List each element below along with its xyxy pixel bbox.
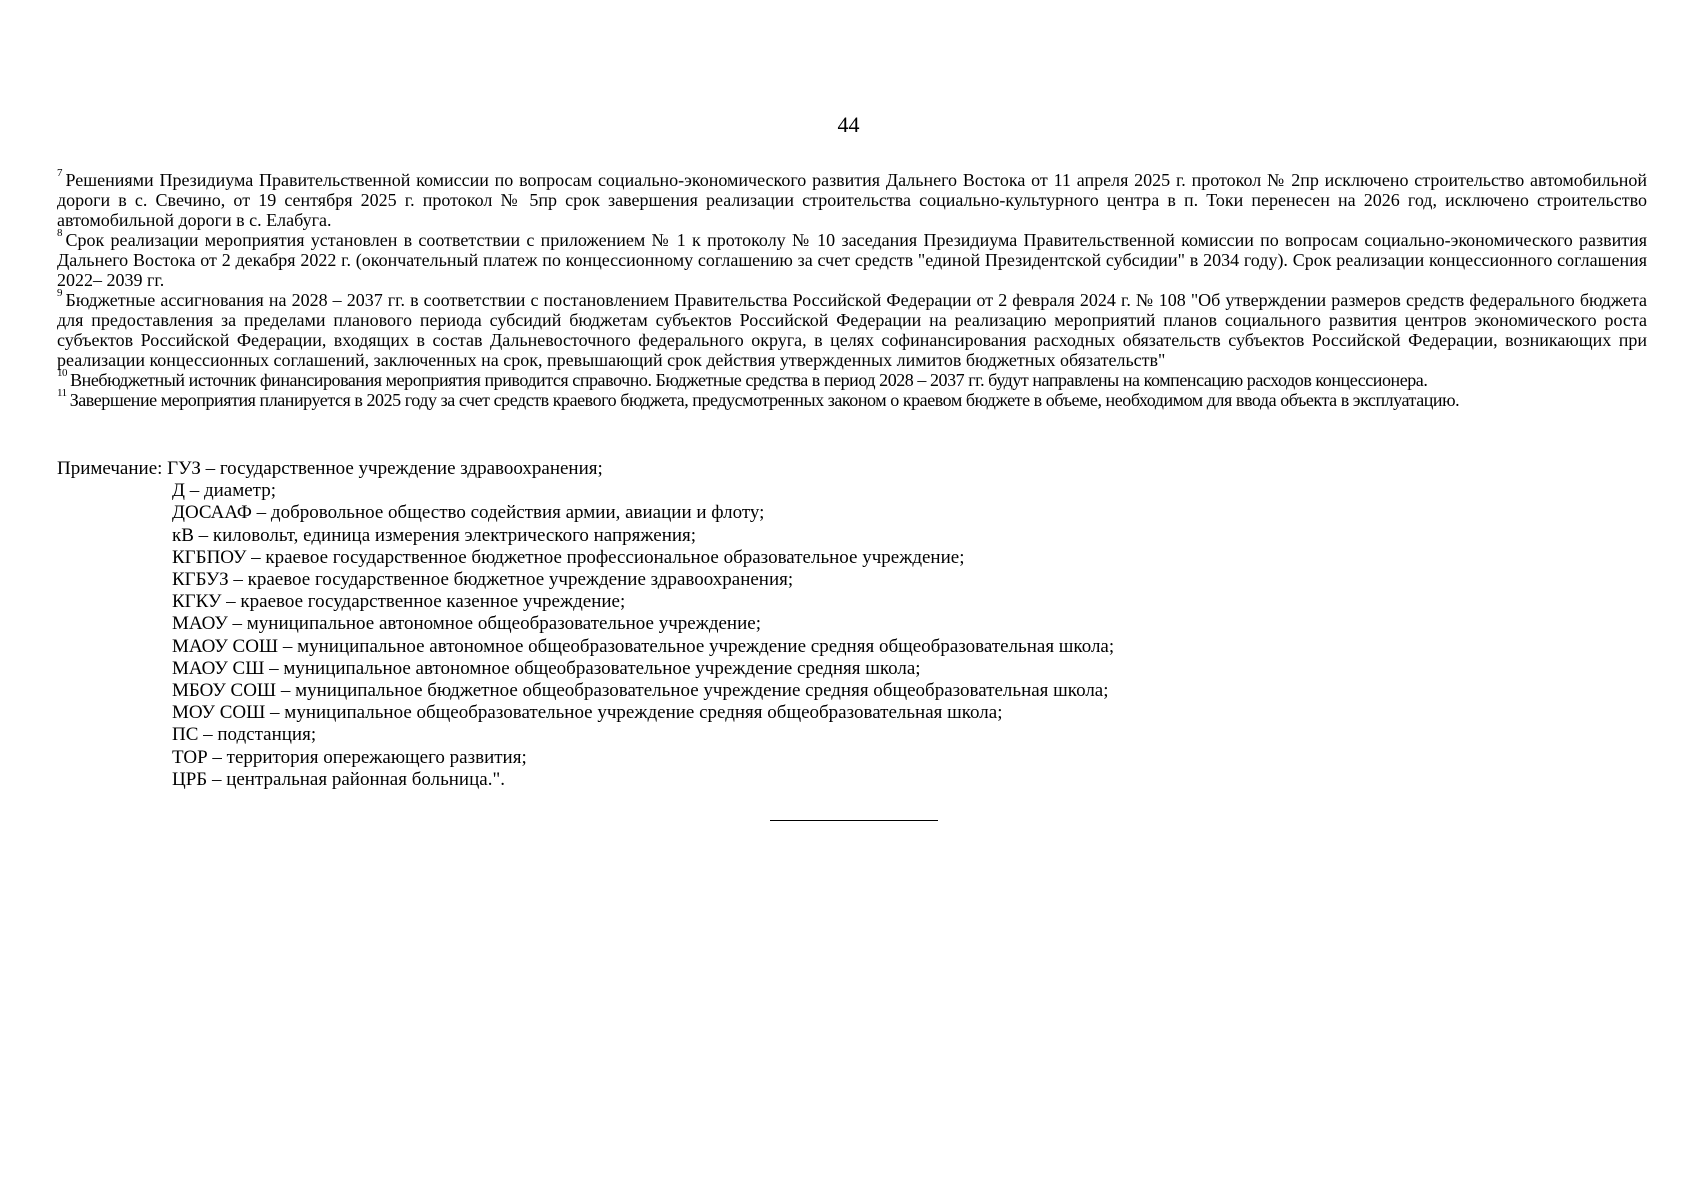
list-item: ПС – подстанция; (172, 724, 317, 746)
footnote-text: Срок реализации мероприятия установлен в соответствии с приложением № 1 к протоколу № 10 заседания Президиума Правительственной комиссии по вопросам социально-экономического развития Дальнего Востока от 2 декабря 2022 г. (окончательный платеж по концессионному соглашению за счет средств "единой Президентской субсидии" в 2034 году). Срок реализации концессионного соглашения 2022– 2039 гг. (57, 230, 1647, 290)
footnote-text: Внебюджетный источник финансирования мероприятия приводится справочно. Бюджетные средства в период 2028 – 2037 гг. будут направлены на компенсацию расходов концессионера. (70, 370, 1428, 390)
list-item: КГКУ – краевое государственное казенное учреждение; (172, 591, 626, 613)
footnote-8 (57, 227, 1647, 290)
list-item: МАОУ – муниципальное автономное общеобразовательное учреждение; (172, 613, 761, 635)
list-item: КГБУЗ – краевое государственное бюджетное учреждение здравоохранения; (172, 569, 794, 591)
footnote-mark: 7 (57, 167, 63, 179)
list-item: ДОСААФ – добровольное общество содействия армии, авиации и флоту; (172, 502, 765, 524)
abbreviations-list (57, 480, 1357, 791)
footnote-text: Завершение мероприятия планируется в 2025 году за счет средств краевого бюджета, предусмотренных законом о краевом бюджете в объеме, необходимом для ввода объекта в эксплуатацию. (69, 390, 1460, 410)
end-rule-divider (770, 820, 938, 821)
list-item: кВ – киловольт, единица измерения электрического напряжения; (172, 524, 697, 546)
footnote-9 (57, 287, 1647, 370)
list-item: МАОУ СШ – муниципальное автономное общеобразовательное учреждение средняя школа; (172, 657, 921, 679)
list-item: КГБПОУ – краевое государственное бюджетное профессиональное образовательное учреждение; (172, 546, 965, 568)
footnote-text: Бюджетные ассигнования на 2028 – 2037 гг. в соответствии с постановлением Правительства Российской Федерации от 2 февраля 2024 г. № 108 "Об утверждении размеров средств федерального бюджета для предоставления за пределами планового периода субсидий бюджетам субъектов Российской Федерации на реализацию мероприятий планов социального развития центров экономического роста субъектов Российской Федерации, входящих в состав Дальневосточного федерального округа, в целях софинансирования расходных обязательств субъектов Российской Федерации, возникающих при реализации концессионных соглашений, заключенных на срок, превышающий срок действия утвержденных лимитов бюджетных обязательств" (57, 290, 1647, 370)
list-item: МБОУ СОШ – муниципальное бюджетное общеобразовательное учреждение средняя общеобразовательная школа; (172, 680, 1109, 702)
footnote-11 (57, 387, 1647, 410)
list-item: ТОР – территория опережающего развития; (172, 746, 527, 768)
list-item: МОУ СОШ – муниципальное общеобразовательное учреждение средняя общеобразовательная школа; (172, 702, 1003, 724)
footnotes-section (57, 167, 1647, 410)
footnote-7 (57, 167, 1647, 230)
footnote-text: Решениями Президиума Правительственной комиссии по вопросам социально-экономического развития Дальнего Востока от 11 апреля 2025 г. протокол № 2пр исключено строительство автомобильной дороги в с. Свечино, от 19 сентября 2025 г. протокол № 5пр срок завершения реализации строительства социально-культурного центра в п. Токи перенесен на 2026 год, исключено строительство автомобильной дороги в с. Елабуга. (57, 170, 1647, 230)
note-heading-line: Примечание: ГУЗ – государственное учреждение здравоохранения; (57, 458, 603, 479)
abbreviations-note (57, 458, 1357, 791)
page-number: 44 (837, 112, 860, 137)
list-item: Д – диаметр; (172, 480, 276, 502)
footnote-10 (57, 367, 1647, 390)
footnote-mark: 10 (57, 367, 68, 379)
list-item: ЦРБ – центральная районная больница.". (172, 768, 505, 790)
footnote-mark: 9 (57, 287, 63, 299)
footnote-mark: 8 (57, 227, 63, 239)
list-item: МАОУ СОШ – муниципальное автономное общеобразовательное учреждение средняя общеобразовательная школа; (172, 635, 1115, 657)
footnote-mark: 11 (57, 387, 67, 399)
